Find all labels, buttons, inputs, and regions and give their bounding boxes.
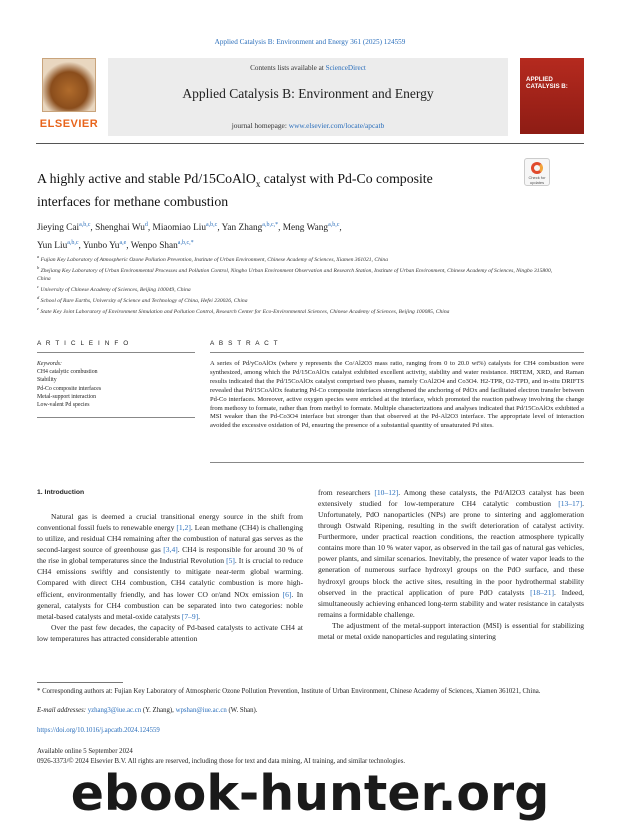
reference-link[interactable]: [7–9]: [181, 611, 199, 621]
sciencedirect-link[interactable]: ScienceDirect: [325, 64, 366, 72]
reference-link[interactable]: [10–12]: [374, 488, 399, 497]
body-text: Over the past few decades, the capacity of Pd-based catalysts to activate CH4 at low temperatures has attracted considerable attention: [37, 622, 303, 643]
affiliation-item: [37, 253, 557, 264]
author-name: Yunbo Yu: [82, 241, 120, 252]
body-text: .: [198, 611, 201, 621]
affiliation-text: University of Chinese Academy of Sciences, Beijing 100049, China: [39, 286, 191, 293]
affiliation-text: School of Rare Earths, University of Science and Technology of China, Hefei 230026, China: [39, 298, 248, 305]
author-separator: ,: [147, 223, 153, 234]
reference-link[interactable]: [5]: [226, 556, 235, 566]
author-affiliation-marker[interactable]: a,b,c: [206, 222, 218, 228]
article-info-rule: [37, 352, 195, 353]
journal-homepage-link[interactable]: www.elsevier.com/locate/apcatb: [288, 121, 385, 130]
keyword-item: Stability: [37, 377, 57, 384]
body-text: Natural gas is deemed a crucial transitional energy source in the shift from conventional fossil fuels to renewable energy: [37, 512, 303, 533]
masthead-rule: [36, 143, 584, 144]
check-updates-icon: [531, 162, 543, 174]
elsevier-tree-icon: [42, 58, 96, 112]
keyword-list: [37, 368, 187, 409]
email-addresses: E-mail addresses: yzhang3@iue.ac.cn (Y. Zhang), wpshan@iue.ac.cn (W. Shan).: [37, 707, 258, 714]
affiliations: [37, 253, 557, 317]
author-name: Wenpo Shan: [130, 241, 178, 252]
doi-link[interactable]: https://doi.org/10.1016/j.apcatb.2024.124559: [37, 727, 160, 734]
body-text: . Indeed, simultaneously achieving enhanced long-term stability and water resistance in catalysts remains a formidable challenge.: [318, 587, 584, 619]
masthead-info: [108, 58, 508, 136]
keywords-block: [37, 360, 187, 409]
elsevier-logo: [36, 58, 102, 134]
intro-paragraph-3: [318, 620, 584, 642]
keyword-item: Pd-Co composite interfaces: [37, 385, 102, 392]
author-separator: ,: [126, 241, 131, 252]
reference-link[interactable]: [1,2]: [176, 523, 191, 533]
body-text: from researchers: [318, 488, 375, 497]
affiliation-key: c: [37, 283, 39, 289]
author-separator: ,: [339, 223, 342, 234]
author-name: Meng Wang: [282, 223, 329, 234]
affiliation-item: [37, 294, 557, 305]
author-affiliation-marker[interactable]: a,b,c: [79, 222, 91, 228]
introduction-heading: 1. Introduction: [37, 489, 85, 496]
keyword-item: Low-valent Pd species: [37, 402, 90, 409]
author-name: Shenghai Wu: [95, 223, 145, 234]
author-affiliation-marker[interactable]: a,b,c: [67, 240, 79, 247]
affiliation-text: State Key Joint Laboratory of Environment Simulation and Pollution Control, Research Center for Eco-Environmental Sciences, Chinese Academy of Sciences, Beijing 100085, China: [39, 309, 450, 316]
journal-title: Applied Catalysis B: Environment and Energy: [182, 86, 434, 101]
masthead: [36, 58, 584, 138]
affiliation-text: Fujian Key Laboratory of Atmospheric Ozone Pollution Prevention, Institute of Urban Environment, Chinese Academy of Sciences, Xiamen 361021, China: [39, 256, 389, 263]
check-for-updates-button[interactable]: Check for updates: [524, 158, 550, 186]
affiliation-item: [37, 264, 557, 283]
affiliation-item: [37, 283, 557, 294]
author-separator: ,: [278, 223, 283, 234]
intro-paragraph-1: [37, 511, 303, 622]
author-separator: ,: [217, 223, 222, 234]
available-online: Available online 5 September 2024: [37, 748, 133, 755]
journal-citation-link[interactable]: Applied Catalysis B: Environment and Energy 361 (2025) 124559: [214, 38, 406, 46]
article-info-heading: A R T I C L E I N F O: [37, 340, 130, 347]
intro-paragraph-2: [37, 622, 303, 644]
body-text: . CH4 is responsible for around 30 % of the rise in global temperatures since the Industrial Revolution: [37, 545, 303, 566]
affiliation-key: e: [37, 306, 39, 312]
reference-link[interactable]: [18–21]: [530, 587, 554, 597]
article-title: A highly active and stable Pd/15CoAlO$_x$ catalyst with Pd-Co composite interfaces for methane combustion: [37, 171, 433, 209]
reference-link[interactable]: [13–17]: [558, 499, 583, 509]
body-text: . Unfortunately, PdO nanoparticles (NPs) are prone to sintering and agglomeration through Ostwald Ripening, resulting in the swift deterioration of catalyst activity. Furthermore, under practical reaction conditions, the reaction atmosphere typically contains more than 10 % water vapor, as observed in the tail gas of natural gas vehicles, power plants, and similar scenarios. Inevitably, the presence of water vapor leads to the generation of numerous surface hydroxyl groups on the PdO surface, and these hydroxyl groups block the active sites, resulting in the poor hydrothermal stability observed in the practical application of pure PdO catalysts: [318, 499, 584, 597]
body-text: . In general, catalysts for CH4 combustion can be separated into two categories: noble metal-based catalysts and metal-oxide catalysts: [37, 589, 303, 621]
author-separator: ,: [78, 241, 83, 252]
reference-link[interactable]: [3,4]: [163, 545, 178, 555]
keywords-label: Keywords:: [37, 361, 62, 367]
elsevier-wordmark: ELSEVIER: [39, 118, 99, 130]
watermark: ebook-hunter.org: [70, 765, 550, 822]
keyword-item: Metal-support interaction: [37, 393, 97, 400]
keywords-end-rule: [37, 417, 195, 418]
right-column: [318, 487, 584, 642]
abstract-heading: A B S T R A C T: [210, 340, 280, 347]
copyright-notice: 0926-3373/© 2024 Elsevier B.V. All rights are reserved, including those for text and data mining, AI training, and similar technologies.: [37, 757, 406, 765]
journal-homepage: journal homepage: www.elsevier.com/locate/apcatb: [231, 121, 385, 130]
author-affiliation-marker[interactable]: a,b,c,*: [177, 240, 194, 247]
abstract-rule: [210, 352, 584, 353]
affiliation-key: b: [37, 265, 40, 271]
corresponding-author-note: * Corresponding authors at: Fujian Key Laboratory of Atmospheric Ozone Pollution Prevention, Institute of Urban Environment, Chinese Academy of Sciences, Xiamen 361021, China.: [37, 688, 541, 695]
author-affiliation-marker[interactable]: a,e: [119, 240, 127, 247]
author-affiliation-marker[interactable]: a,b,c,*: [262, 222, 279, 228]
author-affiliation-marker[interactable]: d: [144, 222, 148, 228]
keyword-item: CH4 catalytic combustion: [37, 369, 98, 376]
footnote-rule: [37, 682, 123, 683]
author-list: [37, 218, 557, 254]
contents-available: Contents lists available at ScienceDirect: [250, 64, 366, 72]
email-link-shan[interactable]: wpshan@iue.ac.cn: [175, 707, 227, 714]
author-affiliation-marker[interactable]: a,b,c: [328, 222, 340, 228]
body-text: . It is crucial to reduce CH4 emissions swiftly and consistently to mitigate near-term global warming. Compared with direct CH4 combustion, CH4 catalytic combustion is more high-efficient, environmentally friendly, and has lower CO or/and NOx emission: [37, 556, 303, 599]
author-name: Yun Liu: [37, 241, 68, 252]
journal-cover-image: [520, 58, 584, 134]
author-name: Miaomiao Liu: [152, 223, 206, 234]
reference-link[interactable]: [6]: [282, 589, 292, 599]
abstract-end-rule: [210, 462, 584, 463]
left-column: [37, 487, 303, 644]
affiliation-key: d: [37, 295, 40, 301]
affiliation-text: Zhejiang Key Laboratory of Urban Environmental Processes and Pollution Control, Ningbo Urban Environment Observation and Research Station, Institute of Urban Environment, Chinese Academy of Sciences, Ningbo 315800, China: [37, 268, 553, 282]
author-name: Jieying Cai: [37, 223, 80, 234]
author-separator: ,: [90, 223, 96, 234]
body-text: . Among these catalysts, the Pd/Al2O3 catalyst has been extensively studied for low-temperature CH4 catalytic combustion: [318, 488, 584, 509]
email-link-zhang[interactable]: yzhang3@iue.ac.cn: [87, 707, 142, 714]
author-name: Yan Zhang: [221, 223, 263, 234]
body-text: . Lean methane (CH4) is challenging to utilize, and residual CH4 remaining after the combustion of natural gas serves as the second-largest source of greenhouse gas: [37, 523, 303, 555]
cover-title: APPLIED CATALYSIS B:: [526, 76, 568, 90]
body-text: The adjustment of the metal-support interaction (MSI) is essential for stabilizing metal or metal oxide nanoparticles and regulating sintering: [318, 620, 584, 641]
affiliation-item: [37, 305, 557, 316]
affiliation-key: a: [37, 254, 40, 259]
intro-paragraph-2-continued: [318, 487, 584, 620]
abstract-text: A series of Pd/yCoAlOx (where y represents the Co/Al2O3 mass ratio, ranging from 0 to 20.0 wt%) catalysts for CH4 combustion were synthesized, among which the Pd/15CoAlOx catalyst exhibited excellent activity, stability and water resistance. HRTEM, XRD, and Raman results indicated that the Pd/15CoAlOx catalyst comprised two phases, namely CoAl2O4 and Co3O4. H2-TPR, O2-TPD, and in-situ DRIFTS revealed that Pd/15CoAlOx featuring Pd-Co composite interfaces strengthened the anchoring of PdOx and facilitated electron transfer between Pd-Co interfaces. Moreover, active oxygen species were enriched at the interface, which promoted the reaction pathway involving the change from methoxy to formate, rather than from methyl to formate. Multiple characterizations and analyses indicated that Pd/15CoAlOx exhibited a MSI weaker than the Pd-Co3O4 interface but stronger than that observed at the Pd-Al2O3 interface. The appropriate level of interaction avoided the excessive oxidation of Pd, ensuring the presence of a substantial quantity of unsaturated Pd sites.: [210, 360, 584, 430]
